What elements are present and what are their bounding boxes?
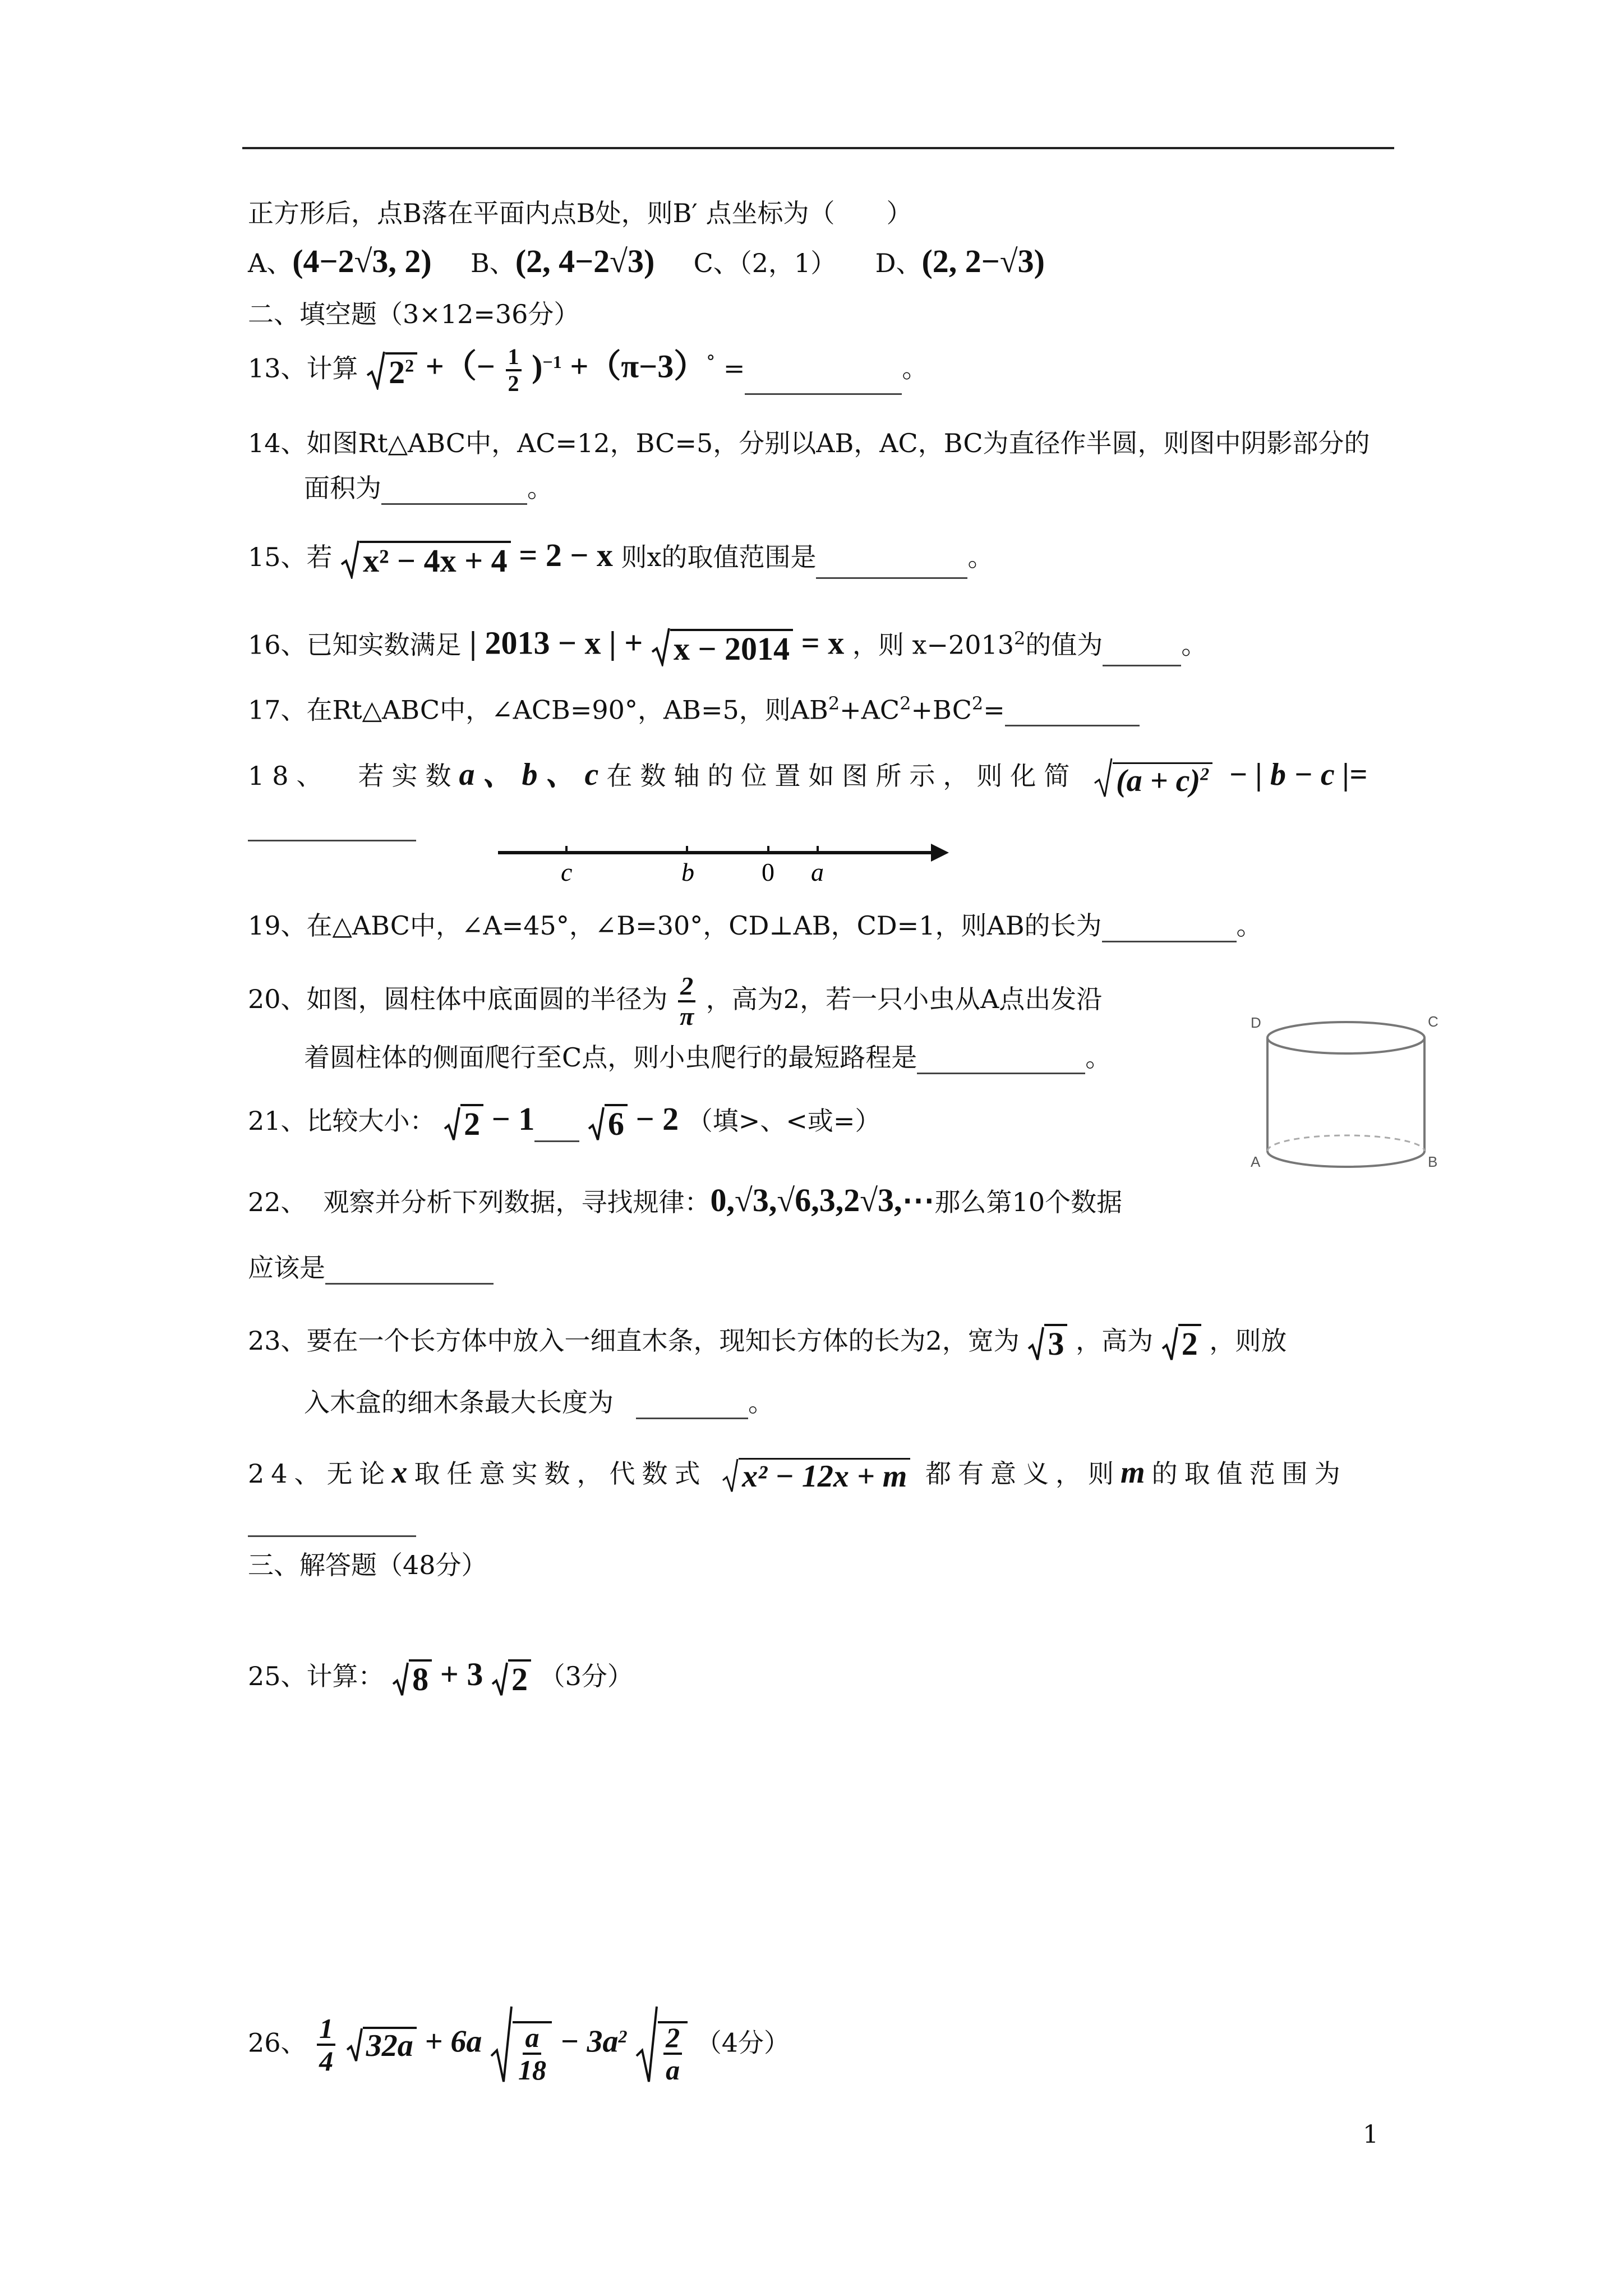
question-21: 21、比较大小： 2 − 1 6 − 2 （填>、<或=） xyxy=(248,1101,881,1143)
sqrt-2-squared: $2^2$ xyxy=(366,351,417,390)
label-A: A xyxy=(1251,1153,1261,1170)
question-19: 19、在△ABC中，∠A=45°，∠B=30°，CD⊥AB，CD=1，则AB的长为 。 xyxy=(248,909,1262,942)
arrow-right-icon xyxy=(931,844,949,862)
answer-blank-14[interactable] xyxy=(381,478,527,505)
answer-blank-18[interactable] xyxy=(248,815,416,841)
answer-blank-16[interactable] xyxy=(1103,640,1181,666)
question-12-tail: 正方形后，点B落在平面内点B处，则B′ 点坐标为（ ） xyxy=(248,198,912,228)
label-c: c xyxy=(561,858,573,886)
section-2-title: 二、填空题（3×12=36分） xyxy=(248,299,580,329)
cylinder-bottom-front xyxy=(1267,1151,1424,1167)
label-B: B xyxy=(1428,1153,1438,1170)
question-20: 20、如图，圆柱体中底面圆的半径为 $\frac{2}{\pi}$ ，高为2，若一只小虫从A点出发沿 xyxy=(248,972,1103,1030)
question-16: 16、已知实数满足 | 2013 − x | + x − 2014 = x ，则 $x-2013^2$的值为 。 xyxy=(248,624,1207,667)
question-22: 22、 观察并分析下列数据，寻找规律：0,√3,√6,3,2√3,⋯那么第10个数据 xyxy=(248,1182,1123,1218)
question-23: 23、要在一个长方体中放入一细直木条，现知长方体的长为2，宽为 3 ，高为 2 ，则放 xyxy=(248,1324,1287,1362)
label-D: D xyxy=(1251,1014,1261,1031)
header-rule xyxy=(242,147,1394,149)
answer-blank-20[interactable] xyxy=(917,1048,1085,1074)
label-b: b xyxy=(681,858,694,886)
question-14: 14、如图Rt△ABC中，AC=12，BC=5，分别以AB，AC，BC为直径作半圆，则图中阴影部分的 xyxy=(248,428,1370,458)
label-0: 0 xyxy=(762,858,774,886)
answer-blank-24[interactable] xyxy=(248,1511,416,1537)
question-15: 15、若 x² − 4x + 4 = 2 − x 则x的取值范围是 。 xyxy=(248,537,994,579)
answer-blank-23[interactable] xyxy=(636,1393,748,1419)
question-20-line2: 着圆柱体的侧面爬行至C点，则小虫爬行的最短路程是 。 xyxy=(304,1041,1111,1074)
cylinder-figure xyxy=(1251,1004,1441,1189)
question-17: 17、在Rt△ABC中，∠ACB=90°，AB=5，则$AB^2+AC^2+BC^2=$ xyxy=(248,687,1140,726)
question-22-line2: 应该是 xyxy=(248,1251,494,1285)
number-line-figure xyxy=(494,836,953,903)
answer-blank-13[interactable] xyxy=(745,369,902,395)
page-number: 1 xyxy=(1363,2120,1378,2149)
question-24-answer xyxy=(248,1503,416,1537)
question-26: 26、 $\frac{1}{4}$ 32a + 6a $\frac{a}{18}$ − $3a^2$ $\frac{2}{a}$ （4分） xyxy=(248,1991,790,2087)
answer-blank-19[interactable] xyxy=(1102,916,1237,942)
label-a: a xyxy=(811,858,824,886)
question-18: 18、 若实数a、b、c在数轴的位置如图所示，则化简 $(a + c)^2$ − | b − c |= xyxy=(248,757,1368,799)
question-25: 25、计算： 8 + 3 2 （3分） xyxy=(248,1656,633,1698)
question-24: 24、无论x取任意实数，代数式 x² − 12x + m 都有意义，则m的取值范围为 xyxy=(248,1455,1347,1494)
answer-blank-15[interactable] xyxy=(816,553,967,579)
question-23-line2: 入木盒的细木条最大长度为 。 xyxy=(304,1386,774,1419)
cylinder-bottom-back xyxy=(1267,1135,1424,1151)
answer-blank-17[interactable] xyxy=(1005,700,1140,726)
section-3-title: 三、解答题（48分） xyxy=(248,1550,487,1580)
cylinder-top-ellipse xyxy=(1267,1022,1424,1053)
answer-blank-22[interactable] xyxy=(325,1258,494,1285)
question-13: 13、计算 $2^2$ +（− $\frac{1}{2}$ )$^{-1}$ +（π−3）° = 。 xyxy=(248,344,928,397)
question-18-answer xyxy=(248,808,416,841)
label-C: C xyxy=(1428,1013,1438,1030)
answer-blank-21[interactable] xyxy=(534,1116,579,1142)
question-14-line2: 面积为 。 xyxy=(304,471,553,505)
question-12-options: A、(4−2√3, 2) B、(2, 4−2√3) C、（2，1） D、(2, 2−√3) xyxy=(248,243,1045,279)
